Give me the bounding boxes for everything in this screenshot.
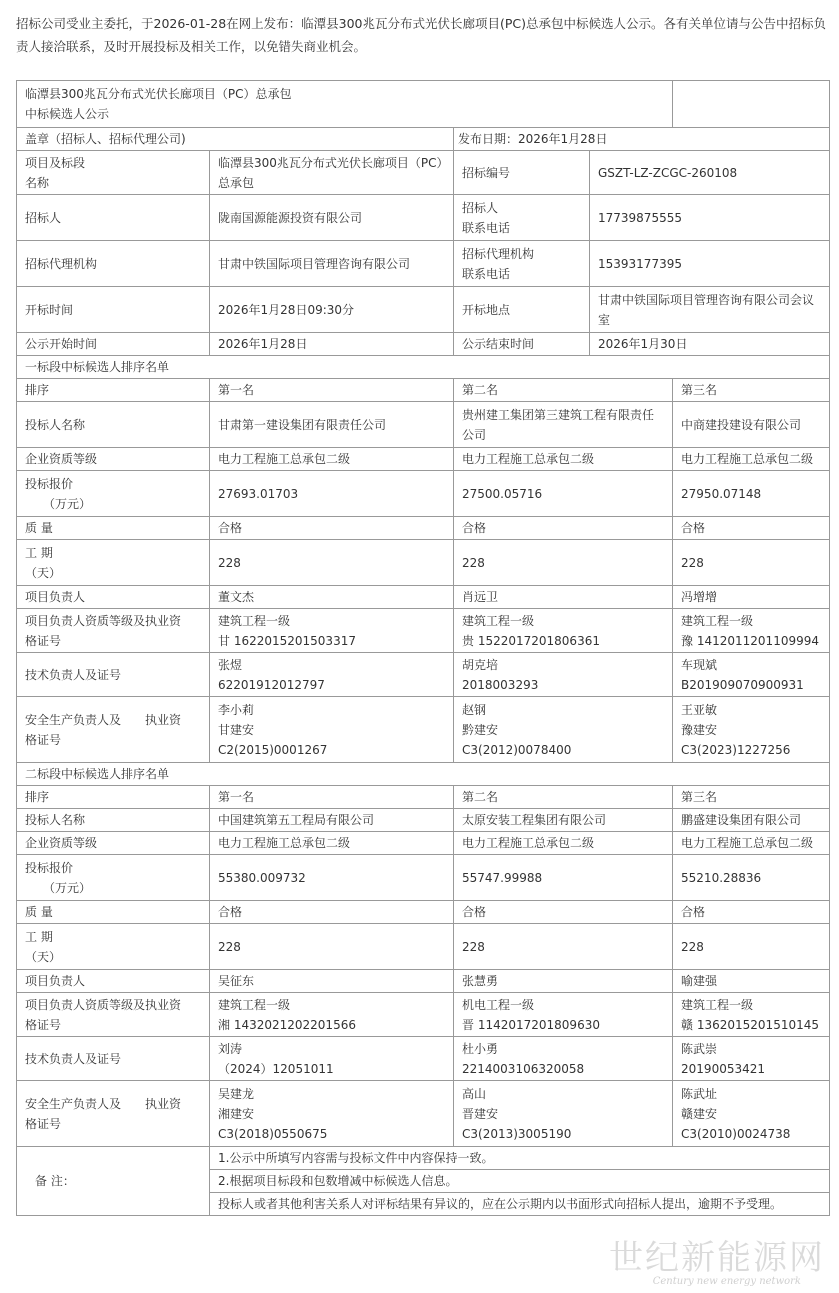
lot2-c3-qualification: 电力工程施工总承包二级	[673, 832, 830, 855]
lot2-c1-pm-cert-level: 建筑工程一级	[218, 997, 291, 1012]
tenderer: 陇南国源能源投资有限公司	[210, 195, 454, 241]
lot1-c3-safety-name: 王亚敏	[681, 702, 718, 717]
lot2-c3-quality: 合格	[673, 901, 830, 924]
period-label-line2: （天）	[25, 565, 62, 580]
project-label-line2: 名称	[25, 175, 50, 190]
lot2-safety-row	[17, 1081, 830, 1147]
lot2-pm-cert-row	[17, 993, 830, 1037]
quality-label: 质 量	[17, 901, 210, 924]
lot1-c2-safety-name: 赵钢	[462, 702, 487, 717]
lot1-c3-safety-no: C3(2023)1227256	[681, 742, 791, 757]
tenderer-label: 招标人	[17, 195, 210, 241]
title-empty-cell	[673, 81, 830, 128]
lot2-c2-quality: 合格	[454, 901, 673, 924]
lot1-c3-pm-cert-no: 豫 1412011201109994	[681, 633, 820, 648]
lot1-title: 一标段中标候选人排序名单	[17, 356, 830, 379]
lot1-c3-pm-cert-level: 建筑工程一级	[681, 613, 754, 628]
lot1-price-row	[17, 471, 830, 517]
lot2-c3-tech-no: 20190053421	[681, 1061, 766, 1076]
lot2-c1-rank: 第一名	[210, 786, 454, 809]
publish-date: 发布日期：2026年1月28日	[454, 128, 830, 151]
price-label-line2: （万元）	[43, 496, 92, 511]
lot2-pm-row	[17, 970, 830, 993]
agency-phone-label-line1: 招标代理机构	[462, 246, 535, 261]
lot2-c1-pm-cert-no: 湘 1432021202201566	[218, 1017, 356, 1032]
lot1-c3-pm: 冯增增	[673, 586, 830, 609]
tenderer-phone: 17739875555	[590, 195, 830, 241]
lot2-tech-row	[17, 1037, 830, 1081]
lot2-c1-tech-no: （2024）12051011	[218, 1061, 334, 1076]
notice-end: 2026年1月30日	[590, 333, 830, 356]
info-row-project	[17, 151, 830, 195]
price-label-line2: （万元）	[43, 880, 92, 895]
lot1-c2-qualification: 电力工程施工总承包二级	[454, 448, 673, 471]
title-row	[17, 81, 830, 128]
lot2-c3-rank: 第三名	[673, 786, 830, 809]
lot1-c2-period: 228	[454, 540, 673, 586]
open-place: 甘肃中铁国际项目管理咨询有限公司会议室	[590, 287, 830, 333]
notice-start: 2026年1月28日	[210, 333, 454, 356]
pm-label: 项目负责人	[17, 586, 210, 609]
period-label-line1: 工 期	[25, 545, 53, 560]
agency-phone-label-line2: 联系电话	[462, 266, 511, 281]
lot1-c3-tech-no: B201909070900931	[681, 677, 804, 692]
lot2-rank-row	[17, 786, 830, 809]
safety-label-line2: 格证号	[25, 732, 62, 747]
lot1-c3-bidder: 中商建投建设有限公司	[673, 402, 830, 448]
lot2-c1-safety-issuer: 湘建安	[218, 1106, 255, 1121]
notice-title-line1: 临潭县300兆瓦分布式光伏长廊项目（PC）总承包	[25, 87, 292, 101]
lot2-c1-safety-name: 吴建龙	[218, 1086, 255, 1101]
remarks-row-1	[17, 1147, 830, 1170]
lot2-c2-period: 228	[454, 924, 673, 970]
lot1-qualification-row	[17, 448, 830, 471]
tech-label: 技术负责人及证号	[17, 1037, 210, 1081]
lot1-period-row	[17, 540, 830, 586]
bidder-label: 投标人名称	[17, 402, 210, 448]
lot2-c2-price: 55747.99988	[454, 855, 673, 901]
lot1-c2-safety-issuer: 黔建安	[462, 722, 499, 737]
lot1-c3-rank: 第三名	[673, 379, 830, 402]
lot2-period-row	[17, 924, 830, 970]
lot1-c2-safety-no: C3(2012)0078400	[462, 742, 572, 757]
rank-label: 排序	[17, 379, 210, 402]
lot1-c1-price: 27693.01703	[210, 471, 454, 517]
lot1-c2-price: 27500.05716	[454, 471, 673, 517]
lot1-c1-pm: 董文杰	[210, 586, 454, 609]
lot1-safety-row	[17, 697, 830, 763]
lot1-c1-bidder: 甘肃第一建设集团有限责任公司	[210, 402, 454, 448]
lot1-c3-tech-name: 车现斌	[681, 657, 718, 672]
pm-label: 项目负责人	[17, 970, 210, 993]
remarks-label: 备 注：	[17, 1147, 210, 1216]
lot1-title-row	[17, 356, 830, 379]
lot1-c3-period: 228	[673, 540, 830, 586]
lot2-qualification-row	[17, 832, 830, 855]
lot1-c1-period: 228	[210, 540, 454, 586]
notice-title	[17, 81, 673, 128]
lot2-c2-qualification: 电力工程施工总承包二级	[454, 832, 673, 855]
info-row-opening	[17, 287, 830, 333]
price-label-line1: 投标报价	[25, 860, 74, 875]
lot1-c1-qualification: 电力工程施工总承包二级	[210, 448, 454, 471]
lot1-c1-safety-issuer: 甘建安	[218, 722, 255, 737]
pm-cert-label-line2: 格证号	[25, 633, 62, 648]
agency-label: 招标代理机构	[17, 241, 210, 287]
lot1-c1-pm-cert-level: 建筑工程一级	[218, 613, 291, 628]
intro-paragraph: 招标公司受业主委托，于2026-01-28在网上发布：临潭县300兆瓦分布式光伏长廊项目(PC)总承包中标候选人公示。各有关单位请与公告中招标负责人接洽联系，及时开展投标及相关工作，以免错失商业机会。	[16, 16, 827, 54]
lot2-c3-period: 228	[673, 924, 830, 970]
lot2-c1-tech-name: 刘涛	[218, 1041, 243, 1056]
safety-label-line2: 格证号	[25, 1116, 62, 1131]
safety-label-line1: 安全生产负责人及 执业资	[25, 1096, 182, 1111]
notice-start-label: 公示开始时间	[17, 333, 210, 356]
lot1-c2-tech-name: 胡克培	[462, 657, 499, 672]
lot2-c3-pm-cert-no: 赣 1362015201510145	[681, 1017, 820, 1032]
pm-cert-label-line1: 项目负责人资质等级及执业资	[25, 997, 182, 1012]
project-label-line1: 项目及标段	[25, 155, 86, 170]
period-label-line1: 工 期	[25, 929, 53, 944]
tenderer-phone-label-line1: 招标人	[462, 200, 499, 215]
agency: 甘肃中铁国际项目管理咨询有限公司	[210, 241, 454, 287]
lot1-c3-quality: 合格	[673, 517, 830, 540]
lot1-c1-safety-name: 李小莉	[218, 702, 255, 717]
lot1-pm-cert-row	[17, 609, 830, 653]
lot1-c3-qualification: 电力工程施工总承包二级	[673, 448, 830, 471]
lot1-c1-safety-no: C2(2015)0001267	[218, 742, 328, 757]
lot2-price-row	[17, 855, 830, 901]
lot1-c2-tech-no: 2018003293	[462, 677, 539, 692]
safety-label-line1: 安全生产负责人及 执业资	[25, 712, 182, 727]
pm-cert-label-line1: 项目负责人资质等级及执业资	[25, 613, 182, 628]
lot1-tech-row	[17, 653, 830, 697]
watermark	[609, 1240, 825, 1287]
lot2-c1-safety-no: C3(2018)0550675	[218, 1126, 328, 1141]
lot2-c2-safety-issuer: 晋建安	[462, 1106, 499, 1121]
lot2-title: 二标段中标候选人排序名单	[17, 763, 830, 786]
lot1-rank-row	[17, 379, 830, 402]
lot2-c3-safety-no: C3(2010)0024738	[681, 1126, 791, 1141]
qualification-label: 企业资质等级	[17, 448, 210, 471]
lot2-c3-tech-name: 陈武崇	[681, 1041, 718, 1056]
project-name: 临潭县300兆瓦分布式光伏长廊项目（PC）总承包	[210, 151, 454, 195]
lot1-c2-pm: 肖远卫	[454, 586, 673, 609]
price-label-line1: 投标报价	[25, 476, 74, 491]
pm-cert-label-line2: 格证号	[25, 1017, 62, 1032]
lot2-c1-period: 228	[210, 924, 454, 970]
bidder-label: 投标人名称	[17, 809, 210, 832]
lot2-c2-pm-cert-level: 机电工程一级	[462, 997, 535, 1012]
tenderer-phone-label-line2: 联系电话	[462, 220, 511, 235]
lot2-c2-pm: 张慧勇	[454, 970, 673, 993]
bid-no-label: 招标编号	[454, 151, 590, 195]
info-row-tenderer	[17, 195, 830, 241]
lot2-c3-pm-cert-level: 建筑工程一级	[681, 997, 754, 1012]
lot2-c1-bidder: 中国建筑第五工程局有限公司	[210, 809, 454, 832]
lot1-c1-rank: 第一名	[210, 379, 454, 402]
notice-table	[16, 80, 830, 1216]
lot1-c2-bidder: 贵州建工集团第三建筑工程有限责任公司	[454, 402, 673, 448]
lot2-c1-price: 55380.009732	[210, 855, 454, 901]
lot2-c1-qualification: 电力工程施工总承包二级	[210, 832, 454, 855]
lot2-c3-price: 55210.28836	[673, 855, 830, 901]
lot2-c1-pm: 吴征东	[210, 970, 454, 993]
remarks-line1: 1.公示中所填写内容需与投标文件中内容保持一致。	[210, 1147, 830, 1170]
lot1-c3-price: 27950.07148	[673, 471, 830, 517]
lot1-pm-row	[17, 586, 830, 609]
watermark-main: 世纪新能源网	[609, 1238, 825, 1278]
lot2-c2-safety-no: C3(2013)3005190	[462, 1126, 572, 1141]
lot2-c2-safety-name: 高山	[462, 1086, 487, 1101]
lot2-c2-tech-name: 杜小勇	[462, 1041, 499, 1056]
tech-label: 技术负责人及证号	[17, 653, 210, 697]
period-label-line2: （天）	[25, 949, 62, 964]
lot1-c2-rank: 第二名	[454, 379, 673, 402]
qualification-label: 企业资质等级	[17, 832, 210, 855]
open-time: 2026年1月28日09:30分	[210, 287, 454, 333]
lot2-title-row	[17, 763, 830, 786]
rank-label: 排序	[17, 786, 210, 809]
lot1-bidder-row	[17, 402, 830, 448]
open-place-label: 开标地点	[454, 287, 590, 333]
bid-no: GSZT-LZ-ZCGC-260108	[590, 151, 830, 195]
open-time-label: 开标时间	[17, 287, 210, 333]
lot1-c1-pm-cert-no: 甘 1622015201503317	[218, 633, 356, 648]
lot1-c2-quality: 合格	[454, 517, 673, 540]
lot2-c2-pm-cert-no: 晋 1142017201809630	[462, 1017, 600, 1032]
lot1-c2-pm-cert-level: 建筑工程一级	[462, 613, 535, 628]
info-row-notice-period	[17, 333, 830, 356]
lot1-c3-safety-issuer: 豫建安	[681, 722, 718, 737]
lot1-c2-pm-cert-no: 贵 1522017201806361	[462, 633, 600, 648]
seal-row	[17, 128, 830, 151]
lot2-c3-bidder: 鹏盛建设集团有限公司	[673, 809, 830, 832]
notice-title-line2: 中标候选人公示	[25, 107, 110, 121]
lot2-c2-bidder: 太原安装工程集团有限公司	[454, 809, 673, 832]
lot2-c2-rank: 第二名	[454, 786, 673, 809]
lot2-bidder-row	[17, 809, 830, 832]
lot2-c3-safety-name: 陈武址	[681, 1086, 718, 1101]
lot2-c3-safety-issuer: 赣建安	[681, 1106, 718, 1121]
remarks-line2: 2.根据项目标段和包数增减中标候选人信息。	[210, 1170, 830, 1193]
remarks-line3: 投标人或者其他利害关系人对评标结果有异议的，应在公示期内以书面形式向招标人提出，逾期不予受理。	[210, 1193, 830, 1216]
lot1-c1-quality: 合格	[210, 517, 454, 540]
info-row-agency	[17, 241, 830, 287]
lot2-c1-quality: 合格	[210, 901, 454, 924]
quality-label: 质 量	[17, 517, 210, 540]
lot1-c1-tech-no: 62201912012797	[218, 677, 325, 692]
lot1-quality-row	[17, 517, 830, 540]
agency-phone: 15393177395	[590, 241, 830, 287]
notice-end-label: 公示结束时间	[454, 333, 590, 356]
lot2-c2-tech-no: 2214003106320058	[462, 1061, 585, 1076]
seal-label: 盖章（招标人、招标代理公司)	[17, 128, 454, 151]
lot2-c3-pm: 喻建强	[673, 970, 830, 993]
lot2-quality-row	[17, 901, 830, 924]
lot1-c1-tech-name: 张煜	[218, 657, 243, 672]
watermark-sub: Century new energy network	[652, 1276, 801, 1287]
